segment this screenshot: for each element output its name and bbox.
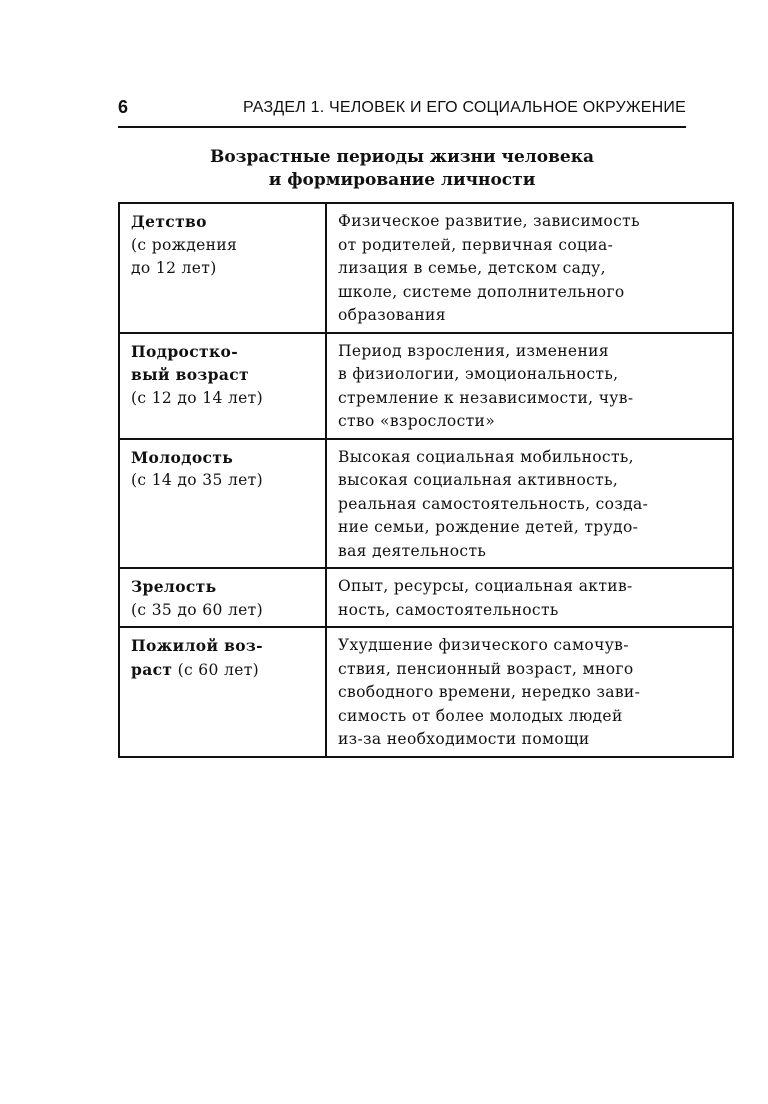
period-name: раст (131, 659, 173, 679)
description-line: лизация в семье, детском саду, (338, 259, 606, 277)
page-number: 6 (118, 97, 129, 117)
period-cell (119, 333, 326, 439)
period-name-line (131, 658, 315, 683)
description-line: в физиологии, эмоциональность, (338, 365, 619, 383)
description-cell (326, 627, 733, 757)
description-line: ние семьи, рождение детей, трудо- (338, 518, 639, 536)
period-name: Пожилой воз- (131, 636, 263, 655)
description-line: вая деятельность (338, 541, 487, 560)
description-line: Физическое развитие, зависимость (338, 212, 640, 230)
description-cell (326, 439, 733, 569)
description-line: ствия, пенсионный возраст, много (338, 659, 634, 678)
description-line: из-за необходимости помощи (338, 730, 590, 748)
period-name: Молодость (131, 447, 234, 467)
period-name: вый возраст (131, 365, 249, 384)
period-cell (119, 627, 326, 757)
description-line: стремление к независимости, чув- (338, 388, 634, 407)
description-line: Период взросления, изменения (338, 341, 609, 360)
period-range: (с 60 лет) (172, 660, 260, 679)
description-line: школе, системе дополнительного (338, 282, 625, 301)
description-line: Опыт, ресурсы, социальная актив- (338, 577, 633, 595)
description-cell (326, 333, 733, 439)
description-line: ство «взрослости» (338, 412, 496, 430)
period-cell (119, 439, 326, 569)
description-cell (326, 203, 733, 333)
description-line: от родителей, первичная социа- (338, 235, 614, 254)
description-line: высокая социальная активность, (338, 471, 619, 489)
description-line: симость от более молодых людей (338, 706, 623, 725)
running-header (118, 96, 686, 128)
period-range: (с рождения (131, 235, 238, 254)
period-name: Зрелость (131, 577, 217, 596)
description-line: свободного времени, нередко зави- (338, 683, 641, 701)
period-range: (с 35 до 60 лет) (131, 600, 263, 619)
period-range: (с 12 до 14 лет) (131, 388, 263, 407)
description-line: Высокая социальная мобильность, (338, 447, 634, 466)
age-periods-table (118, 202, 734, 758)
description-line: Ухудшение физического самочув- (338, 636, 629, 654)
period-cell (119, 203, 326, 333)
table-row-youth (119, 439, 733, 569)
table-row-maturity (119, 568, 733, 627)
table-row-adolescence (119, 333, 733, 439)
table-title-line-1: Возрастные периоды жизни человека (209, 147, 595, 167)
period-range: (с 14 до 35 лет) (131, 471, 263, 489)
period-name: Подростко- (131, 341, 238, 361)
description-line: реальная самостоятельность, созда- (338, 494, 649, 513)
period-range: до 12 лет) (131, 259, 217, 277)
period-cell (119, 568, 326, 627)
table-title-line-2: и формирование личности (268, 170, 536, 190)
description-cell (326, 568, 733, 627)
section-title: РАЗДЕЛ 1. ЧЕЛОВЕК И ЕГО СОЦИАЛЬНОЕ ОКРУЖЕНИЕ (242, 99, 686, 116)
table-row-childhood (119, 203, 733, 333)
table-title (118, 146, 686, 192)
description-line: образования (338, 306, 446, 324)
description-line: ность, самостоятельность (338, 600, 559, 619)
table-row-old-age (119, 627, 733, 757)
period-name: Детство (131, 212, 207, 231)
